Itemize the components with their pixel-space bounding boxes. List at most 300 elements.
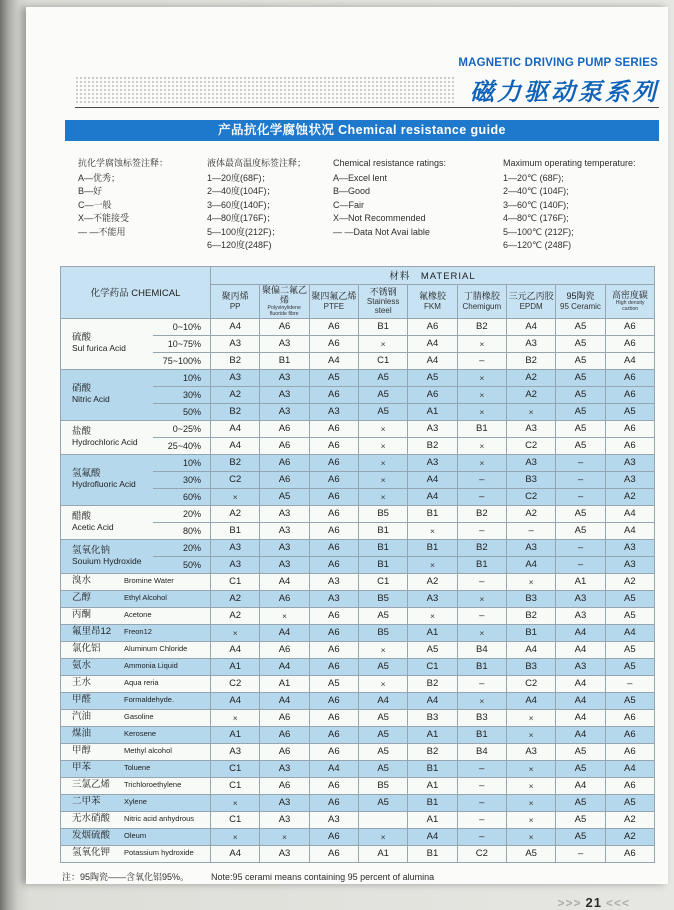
table-row: [61, 845, 655, 862]
rating-cell: B2: [408, 743, 457, 760]
chemical-name-en: Oleum: [124, 831, 147, 841]
chemical-name-en: Methyl alcohol: [124, 746, 172, 756]
chemical-name-zh: 氯化铝: [72, 643, 101, 655]
rating-cell: B1: [359, 318, 408, 335]
rating-cell: A4: [309, 352, 358, 369]
rating-cell: A3: [260, 760, 309, 777]
table-row: [61, 505, 655, 522]
rating-cell: A4: [211, 845, 260, 862]
concentration-cell: 10%: [153, 454, 211, 471]
rating-cell: –: [457, 760, 506, 777]
rating-cell: A4: [260, 624, 309, 641]
chemical-name-cell: [61, 573, 211, 590]
rating-cell: ×: [506, 760, 555, 777]
rating-cell: ×: [359, 641, 408, 658]
rating-cell: C2: [506, 437, 555, 454]
rating-cell: B1: [408, 760, 457, 777]
rating-cell: A6: [260, 318, 309, 335]
material-name-en: 95 Ceramic: [560, 301, 601, 311]
legend-item: — —Data Not Avai lable: [333, 226, 430, 237]
material-name-zh: 聚丙烯: [221, 291, 249, 302]
rating-cell: –: [556, 488, 605, 505]
rating-cell: A4: [556, 675, 605, 692]
legend-item: B—好: [78, 186, 103, 196]
rating-cell: A3: [260, 539, 309, 556]
material-name-en: PTFE: [323, 301, 345, 311]
rating-cell: A6: [605, 845, 654, 862]
rating-cell: A3: [260, 794, 309, 811]
rating-cell: A3: [309, 590, 358, 607]
rating-cell: A4: [359, 692, 408, 709]
rating-cell: C1: [211, 811, 260, 828]
rating-cell: A3: [605, 556, 654, 573]
rating-cell: A2: [605, 811, 654, 828]
chemical-name-cell: [61, 658, 211, 675]
rating-cell: B5: [359, 505, 408, 522]
rating-cell: B5: [359, 590, 408, 607]
right-chevrons-icon: <<<: [605, 895, 630, 910]
concentration-cell: 0~25%: [153, 420, 211, 437]
rating-cell: A3: [556, 658, 605, 675]
rating-cell: A1: [359, 845, 408, 862]
concentration-cell: 75~100%: [153, 352, 211, 369]
rating-cell: A5: [556, 369, 605, 386]
table-row: [61, 607, 655, 624]
rating-cell: A4: [309, 760, 358, 777]
rating-cell: C2: [506, 675, 555, 692]
rating-cell: ×: [211, 488, 260, 505]
rating-cell: A3: [260, 522, 309, 539]
rating-cell: B2: [211, 352, 260, 369]
chemical-name-zh: 氨水: [72, 660, 92, 672]
footnote-en: Note:95 cerami means containing 95 percent of alumina: [211, 871, 435, 882]
chemical-name-cell: [61, 369, 153, 420]
rating-cell: –: [457, 607, 506, 624]
rating-cell: ×: [506, 573, 555, 590]
rating-cell: A6: [309, 437, 358, 454]
chemical-name-zh: 氢氧化钠: [72, 544, 111, 556]
resistance-table: [60, 266, 655, 863]
rating-cell: B2: [408, 675, 457, 692]
material-name-zh: 高密度碳: [611, 289, 648, 300]
legend-item: 6—120度(248F): [207, 240, 272, 250]
chemical-name-zh: 乙醇: [72, 592, 92, 604]
rating-cell: B1: [457, 726, 506, 743]
legend-title: 液体最高温度标签注释；: [207, 158, 307, 168]
rating-cell: A1: [408, 726, 457, 743]
rating-cell: A6: [605, 420, 654, 437]
rating-cell: A1: [408, 624, 457, 641]
rating-cell: A2: [211, 386, 260, 403]
rating-cell: A6: [260, 420, 309, 437]
rating-cell: A5: [556, 420, 605, 437]
rating-cell: A5: [359, 386, 408, 403]
rating-cell: A4: [556, 709, 605, 726]
rating-cell: A5: [359, 403, 408, 420]
rating-cell: A6: [605, 369, 654, 386]
rating-cell: –: [457, 811, 506, 828]
rating-cell: A5: [408, 641, 457, 658]
rating-cell: ×: [506, 709, 555, 726]
rating-cell: –: [556, 471, 605, 488]
rating-cell: A4: [211, 318, 260, 335]
table-row: [61, 675, 655, 692]
rating-cell: A6: [309, 692, 358, 709]
rating-cell: ×: [408, 607, 457, 624]
rating-cell: –: [457, 794, 506, 811]
rating-cell: ×: [506, 828, 555, 845]
rating-cell: A6: [260, 590, 309, 607]
table-row: [61, 692, 655, 709]
rating-cell: C1: [408, 658, 457, 675]
rating-cell: A3: [211, 335, 260, 352]
material-header: [605, 284, 654, 318]
rating-cell: A5: [359, 709, 408, 726]
rating-cell: A3: [211, 539, 260, 556]
rating-cell: A3: [309, 403, 358, 420]
table-row: [61, 318, 655, 335]
rating-cell: A6: [260, 777, 309, 794]
legend-item: 1—20℃ (68F);: [503, 172, 564, 183]
rating-cell: A5: [605, 590, 654, 607]
rating-cell: A4: [211, 437, 260, 454]
chemical-name-cell: [61, 505, 153, 539]
rating-cell: A3: [556, 607, 605, 624]
rating-cell: B1: [359, 522, 408, 539]
chemical-name-en: Nitric Acid: [72, 394, 110, 405]
footnote: [62, 870, 668, 883]
concentration-cell: 80%: [153, 522, 211, 539]
rating-cell: ×: [359, 488, 408, 505]
rating-cell: A4: [211, 420, 260, 437]
rating-cell: A6: [309, 335, 358, 352]
rating-cell: A6: [309, 386, 358, 403]
rating-cell: A4: [556, 777, 605, 794]
rating-cell: A6: [309, 794, 358, 811]
rating-cell: A3: [605, 454, 654, 471]
rating-cell: A3: [605, 539, 654, 556]
page-number-row: [26, 895, 630, 910]
chemical-name-en: Ammonia Liquid: [124, 661, 178, 671]
rating-cell: A4: [506, 692, 555, 709]
chemical-name-zh: 煤油: [72, 728, 92, 740]
chemical-column-header: 化学药品 CHEMICAL: [61, 266, 211, 318]
rating-cell: A5: [556, 760, 605, 777]
rating-cell: –: [605, 675, 654, 692]
rating-cell: A4: [605, 352, 654, 369]
rating-cell: A6: [260, 471, 309, 488]
chemical-name-zh: 氢氟酸: [72, 468, 101, 480]
rating-cell: A4: [506, 641, 555, 658]
rating-cell: A6: [260, 641, 309, 658]
concentration-cell: 10~75%: [153, 335, 211, 352]
rating-cell: A6: [605, 726, 654, 743]
rating-cell: A3: [556, 590, 605, 607]
chemical-name-zh: 三氯乙烯: [72, 779, 111, 791]
rating-cell: A5: [408, 369, 457, 386]
rating-cell: B2: [506, 607, 555, 624]
legend-temperature-en: [503, 157, 653, 253]
rating-cell: A6: [309, 777, 358, 794]
rating-cell: ×: [408, 556, 457, 573]
material-name-zh: 聚四氟乙烯: [311, 291, 357, 302]
rating-cell: ×: [359, 420, 408, 437]
rating-cell: A1: [408, 777, 457, 794]
rating-cell: A3: [260, 386, 309, 403]
header-rule: [75, 107, 659, 108]
chemical-name-en: Ethyl Alcohol: [124, 593, 167, 603]
table-row: [61, 454, 655, 471]
legend-item: X—Not Recommended: [333, 213, 426, 223]
chemical-name-cell: [61, 794, 211, 811]
table-row: [61, 811, 655, 828]
rating-cell: A6: [605, 743, 654, 760]
material-name-zh: 氟橡胶: [418, 291, 446, 302]
table-row: [61, 709, 655, 726]
legend-temperature-zh: [207, 157, 333, 253]
rating-cell: A2: [506, 369, 555, 386]
rating-cell: –: [457, 828, 506, 845]
rating-cell: A2: [211, 607, 260, 624]
rating-cell: A6: [605, 437, 654, 454]
material-header: [309, 284, 358, 318]
chemical-name-cell: [61, 777, 211, 794]
rating-cell: A4: [211, 641, 260, 658]
chemical-name-en: Sul furica Acid: [72, 343, 126, 354]
legend-item: 3—60度(140F)；: [207, 199, 276, 210]
rating-cell: A2: [211, 505, 260, 522]
table-row: [61, 726, 655, 743]
chemical-name-zh: 氟里昂12: [72, 626, 112, 638]
material-header: [506, 284, 555, 318]
rating-cell: –: [556, 539, 605, 556]
rating-cell: A6: [605, 777, 654, 794]
material-header: [359, 284, 408, 318]
rating-cell: A6: [309, 522, 358, 539]
rating-cell: B2: [408, 437, 457, 454]
rating-cell: A6: [605, 335, 654, 352]
rating-cell: A1: [556, 573, 605, 590]
rating-cell: C1: [211, 777, 260, 794]
rating-cell: A6: [605, 709, 654, 726]
chemical-name-cell: [61, 318, 153, 369]
rating-cell: –: [556, 845, 605, 862]
rating-cell: A6: [605, 318, 654, 335]
chemical-name-cell: [61, 828, 211, 845]
table-row: [61, 539, 655, 556]
chemical-name-en: Aluminum Chloride: [124, 644, 188, 654]
material-name-zh: 三元乙丙胶: [508, 291, 554, 302]
rating-cell: B2: [457, 539, 506, 556]
table-row: [61, 760, 655, 777]
rating-cell: ×: [359, 675, 408, 692]
table-row: [61, 777, 655, 794]
rating-cell: A4: [260, 573, 309, 590]
rating-cell: A6: [408, 386, 457, 403]
rating-cell: ×: [260, 607, 309, 624]
chemical-name-zh: 硫酸: [72, 332, 92, 344]
rating-cell: B4: [457, 743, 506, 760]
material-name-zh: 聚偏二氟乙烯: [262, 284, 308, 305]
rating-cell: A5: [506, 845, 555, 862]
rating-cell: A3: [408, 420, 457, 437]
rating-cell: ×: [408, 522, 457, 539]
rating-cell: ×: [211, 794, 260, 811]
chemical-name-cell: [61, 845, 211, 862]
rating-cell: B1: [211, 522, 260, 539]
chemical-name-zh: 丙酮: [72, 609, 92, 621]
chemical-name-en: Trichloroethylene: [124, 780, 182, 790]
chemical-name-zh: 盐酸: [72, 425, 92, 437]
chemical-name-en: Formaldehyde.: [124, 695, 175, 705]
rating-cell: A6: [309, 471, 358, 488]
rating-cell: A3: [309, 573, 358, 590]
material-name-en: FKM: [424, 301, 441, 311]
rating-cell: A3: [506, 420, 555, 437]
rating-cell: A5: [556, 811, 605, 828]
rating-cell: A5: [359, 743, 408, 760]
rating-cell: A6: [309, 505, 358, 522]
material-name-zh: 不锈钢: [369, 286, 397, 297]
rating-cell: –: [457, 777, 506, 794]
rating-cell: A2: [506, 386, 555, 403]
rating-cell: A6: [309, 743, 358, 760]
rating-cell: B1: [408, 505, 457, 522]
chemical-name-zh: 醋酸: [72, 510, 92, 522]
rating-cell: A2: [211, 590, 260, 607]
rating-cell: ×: [506, 403, 555, 420]
concentration-cell: 30%: [153, 471, 211, 488]
table-row: [61, 828, 655, 845]
rating-cell: A3: [260, 335, 309, 352]
rating-cell: C1: [359, 352, 408, 369]
rating-cell: A4: [506, 318, 555, 335]
rating-cell: A3: [506, 335, 555, 352]
material-name-en: PP: [229, 301, 241, 311]
rating-cell: –: [457, 522, 506, 539]
rating-cell: B5: [359, 777, 408, 794]
rating-cell: ×: [359, 335, 408, 352]
rating-cell: A2: [408, 573, 457, 590]
legend-item: C—一般: [78, 199, 112, 210]
chemical-name-cell: [61, 539, 153, 573]
chemical-name-cell: [61, 692, 211, 709]
rating-cell: –: [556, 454, 605, 471]
chemical-name-zh: 甲醇: [72, 745, 92, 757]
rating-cell: ×: [457, 403, 506, 420]
rating-cell: A3: [408, 454, 457, 471]
rating-cell: A5: [359, 726, 408, 743]
rating-cell: A6: [309, 658, 358, 675]
rating-cell: C2: [211, 471, 260, 488]
rating-cell: A3: [605, 471, 654, 488]
legend-item: 6—120℃ (248F): [503, 240, 572, 250]
rating-cell: A5: [605, 607, 654, 624]
rating-cell: A6: [309, 539, 358, 556]
rating-cell: B1: [506, 624, 555, 641]
rating-cell: A6: [309, 318, 358, 335]
rating-cell: A5: [359, 369, 408, 386]
rating-cell: A5: [556, 794, 605, 811]
chemical-name-zh: 二甲苯: [72, 796, 101, 808]
table-row: [61, 658, 655, 675]
rating-cell: A5: [359, 658, 408, 675]
rating-cell: A5: [556, 522, 605, 539]
chemical-name-cell: [61, 743, 211, 760]
rating-cell: B1: [260, 352, 309, 369]
legend-item: 3—60℃ (140F);: [503, 199, 569, 210]
material-name-en: High density carbon: [615, 300, 645, 313]
rating-cell: A6: [309, 488, 358, 505]
concentration-cell: 30%: [153, 386, 211, 403]
rating-cell: A4: [556, 641, 605, 658]
rating-cell: B3: [506, 590, 555, 607]
table-row: [61, 794, 655, 811]
rating-cell: A6: [260, 437, 309, 454]
chemical-name-en: Hydrofluoric Acid: [72, 479, 136, 490]
chemical-name-en: Xylene: [124, 797, 147, 807]
rating-cell: A4: [506, 556, 555, 573]
rating-cell: A4: [408, 692, 457, 709]
rating-cell: A4: [605, 624, 654, 641]
legend-title: Maximum operating temperature:: [503, 158, 636, 168]
legend-item: 4—80℃ (176F);: [503, 213, 569, 223]
rating-cell: B2: [457, 318, 506, 335]
rating-cell: A5: [605, 641, 654, 658]
legend-item: — —不能用: [78, 226, 126, 237]
rating-cell: ×: [506, 726, 555, 743]
rating-cell: C2: [211, 675, 260, 692]
concentration-cell: 0~10%: [153, 318, 211, 335]
rating-cell: B1: [408, 539, 457, 556]
rating-cell: A5: [605, 692, 654, 709]
rating-cell: ×: [457, 369, 506, 386]
table-wrap: [60, 266, 655, 863]
rating-cell: B3: [408, 709, 457, 726]
rating-cell: A3: [260, 369, 309, 386]
table-row: [61, 369, 655, 386]
rating-cell: A4: [408, 471, 457, 488]
chemical-name-en: Kerosene: [124, 729, 157, 739]
legend-item: A—Excel lent: [333, 172, 388, 183]
rating-cell: B1: [457, 420, 506, 437]
rating-cell: ×: [457, 454, 506, 471]
legend: [78, 157, 662, 253]
rating-cell: A6: [309, 420, 358, 437]
rating-cell: A5: [556, 318, 605, 335]
concentration-cell: 50%: [153, 556, 211, 573]
rating-cell: A4: [408, 352, 457, 369]
rating-cell: A2: [605, 488, 654, 505]
rating-cell: A6: [605, 386, 654, 403]
chemical-name-zh: 汽油: [72, 711, 92, 723]
chemical-name-en: Nitric acid anhydrous: [124, 814, 195, 824]
concentration-cell: 50%: [153, 403, 211, 420]
rating-cell: ×: [359, 437, 408, 454]
material-name-en: Chemigum: [462, 301, 502, 311]
chemical-name-cell: [61, 641, 211, 658]
catalog-page: [26, 7, 668, 910]
rating-cell: A5: [309, 675, 358, 692]
rating-cell: A5: [309, 369, 358, 386]
rating-cell: A1: [260, 675, 309, 692]
chemical-name-cell: [61, 709, 211, 726]
rating-cell: A1: [408, 811, 457, 828]
material-header: [211, 284, 260, 318]
chemical-name-cell: [61, 675, 211, 692]
chemical-name-cell: [61, 607, 211, 624]
rating-cell: A6: [309, 454, 358, 471]
